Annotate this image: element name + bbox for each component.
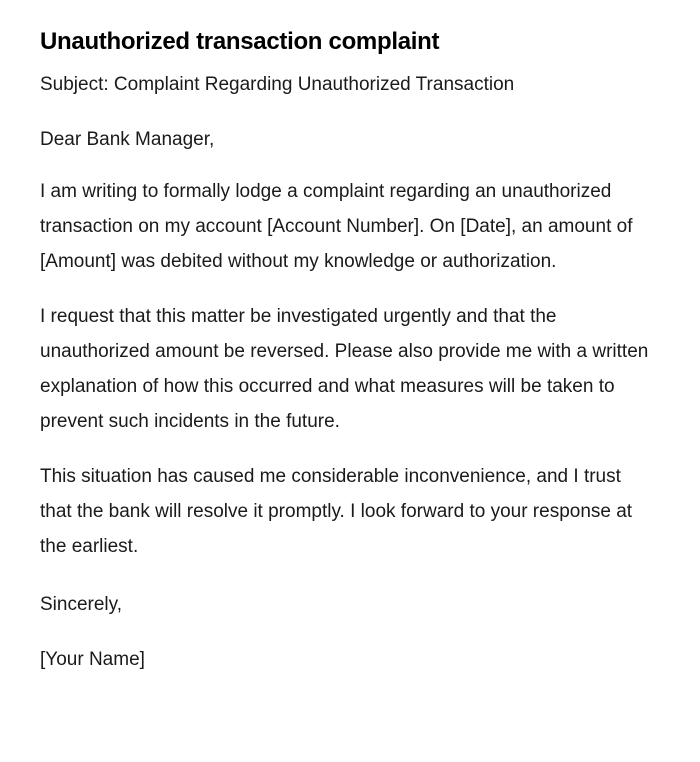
closing: Sincerely, (40, 594, 123, 615)
greeting: Dear Bank Manager, (40, 129, 215, 150)
body-paragraph-3: This situation has caused me considerable inconvenience, and I trust that the bank will resolve it promptly. I look forward to your response at the earliest. (40, 466, 633, 557)
subject-line: Subject: Complaint Regarding Unauthorized Transaction (40, 74, 515, 95)
body-paragraph-2: I request that this matter be investigated urgently and that the unauthorized amount be reversed. Please also provide me with a written explanation of how this occurred and what measures will be taken to prevent such incidents in the future. (40, 306, 649, 432)
body-paragraph-1: I am writing to formally lodge a complaint regarding an unauthorized transaction on my account [Account Number]. On [Date], an amount of [Amount] was debited without my knowledge or authorization. (40, 181, 633, 272)
document-title: Unauthorized transaction complaint (40, 28, 440, 55)
signature: [Your Name] (40, 649, 145, 670)
